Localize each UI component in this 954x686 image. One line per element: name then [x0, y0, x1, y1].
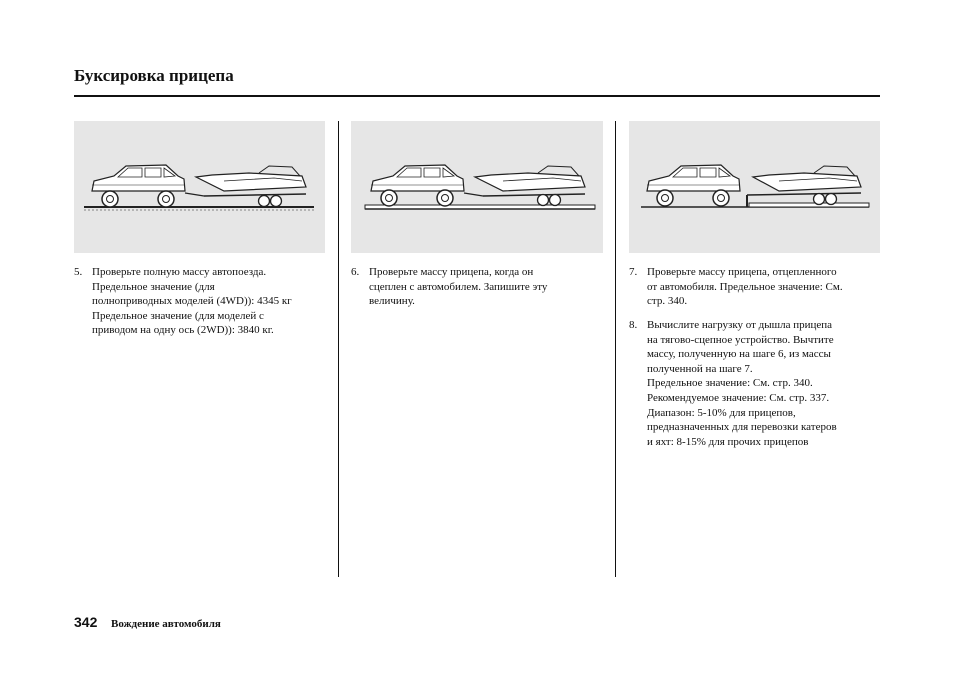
step-number: 7. — [629, 266, 638, 278]
car-trailer-drawing — [351, 121, 603, 253]
step-text: Проверьте массу прицепа, когда он сцеплен с автомобилем. Запишите эту величину. — [369, 266, 548, 308]
page-title: Буксировка прицепа — [74, 66, 234, 85]
step-8 — [629, 318, 887, 449]
step-number: 5. — [74, 266, 83, 278]
step-7 — [629, 265, 887, 309]
column-divider — [338, 121, 339, 577]
page-number: 342 — [74, 614, 98, 630]
step-6 — [351, 265, 609, 309]
car-trailer-drawing — [74, 121, 325, 253]
step-text: Вычислите нагрузку от дышла прицепа на тягово-сцепное устройство. Вычтите массу, полученную на шаге 6, из массы полученной на шаге 7. Предельное значение: См. стр. 340. Рекомендуемое значение: См. стр. 337. Диапазон: 5-10% для прицепов, предназначенных для перевозки катеров и яхт: 8-15% для прочих прицепов — [647, 319, 837, 448]
title-rule — [74, 95, 880, 97]
illustration-car-trailer-uncoupled — [629, 121, 880, 253]
illustration-car-trailer-coupled — [351, 121, 603, 253]
column-divider — [615, 121, 616, 577]
car-trailer-drawing — [629, 121, 880, 253]
step-5 — [74, 265, 332, 338]
illustration-car-trailer — [74, 121, 325, 253]
step-text: Проверьте массу прицепа, отцепленного от автомобиля. Предельное значение: См. стр. 340. — [647, 266, 843, 308]
step-number: 8. — [629, 319, 638, 331]
step-text: Проверьте полную массу автопоезда. Предельное значение (для полноприводных моделей (4WD)): 4345 кг Предельное значение (для моделей с приводом на одну ось (2WD)): 3840 кг. — [92, 266, 292, 337]
step-number: 6. — [351, 266, 360, 278]
section-name: Вождение автомобиля — [111, 618, 221, 630]
